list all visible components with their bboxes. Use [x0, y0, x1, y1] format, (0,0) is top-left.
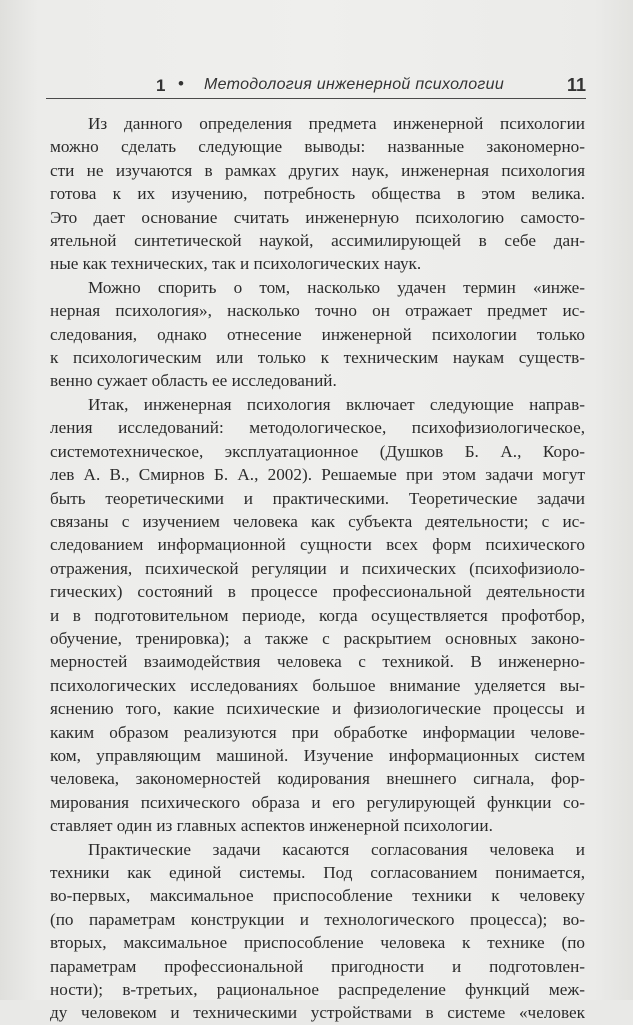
text-line: обучение, тренировка); а также с раскрытием основных законо-	[50, 628, 585, 648]
text-line: психологических исследованиях большое внимание уделяется вы-	[50, 675, 585, 695]
text-line: венно сужает область ее исследований.	[50, 371, 337, 391]
text-line: быть теоретическими и практическими. Теоретические задачи	[50, 488, 585, 508]
text-line: Это дает основание считать инженерную психологию самосто-	[50, 207, 585, 227]
text-line: (по параметрам конструкции и технологического процесса); во-	[50, 909, 585, 929]
text-line: нерная психология», насколько точно он отражает предмет ис-	[50, 301, 585, 321]
header-bullet: •	[178, 74, 184, 93]
text-line: и в подготовительном периоде, когда осуществляется профотбор,	[50, 605, 585, 625]
text-line: вторых, максимальное приспособление человека к технике (по	[50, 933, 585, 953]
text-line: яснению того, какие психические и физиологические процессы и	[50, 699, 585, 719]
text-line: сти не изучаются в рамках других наук, инженерная психология	[50, 160, 585, 180]
text-line: Практические задачи касаются согласования человека и	[88, 839, 585, 859]
page-number: 11	[566, 75, 586, 95]
text-line: каким образом реализуются при обработке информации челове-	[50, 722, 585, 742]
text-line: ные как технических, так и психологических наук.	[50, 254, 422, 274]
text-line: следования, однако отнесение инженерной психологии только	[50, 324, 585, 344]
text-line: готова к их изучению, потребность общества в этом велика.	[50, 184, 585, 204]
text-line: отражения, психической регуляции и психических (психофизиоло-	[50, 558, 585, 578]
chapter-number: 1	[156, 76, 166, 95]
text-line: ставляет один из главных аспектов инженерной психологии.	[50, 816, 493, 836]
text-line: системотехническое, эксплуатационное (Душков Б. А., Коро-	[50, 441, 585, 461]
text-line: ком, управляющим машиной. Изучение информационных систем	[50, 745, 585, 765]
text-line: следованием информационной сущности всех форм психического	[50, 535, 585, 555]
text-line: лев А. В., Смирнов Б. А., 2002). Решаемые при этом задачи могут	[50, 465, 585, 485]
text-line: ду человеком и техническими устройствами в системе «человек	[50, 1003, 585, 1023]
text-line: параметрам профессиональной пригодности и подготовлен-	[50, 956, 585, 976]
text-line: мирования психического образа и его регулирующей функции со-	[50, 792, 585, 812]
text-line: к психологическим или только к техническим наукам существ-	[50, 348, 585, 368]
text-line: ления исследований: методологическое, психофизиологическое,	[50, 418, 585, 438]
text-line: техники как единой системы. Под согласованием понимается,	[50, 863, 585, 882]
text-line: Можно спорить о том, насколько удачен термин «инже-	[88, 277, 585, 297]
text-line: Из данного определения предмета инженерной психологии	[88, 114, 585, 133]
text-line: гических) состояний в процессе профессиональной деятельности	[50, 582, 585, 602]
text-line: во-первых, максимальное приспособление техники к человеку	[50, 886, 585, 906]
text-line: связаны с изучением человека как субъекта деятельности; с ис-	[50, 511, 585, 531]
page-body	[50, 112, 585, 1025]
text-line: ятельной синтетической наукой, ассимилирующей в себе дан-	[50, 231, 585, 251]
text-line: Итак, инженерная психология включает следующие направ-	[88, 394, 585, 414]
text-line: можно сделать следующие выводы: названные закономерно-	[50, 137, 585, 157]
text-line: ности); в-третьих, рациональное распределение функций меж-	[50, 980, 585, 1000]
header-rule	[46, 98, 586, 99]
chapter-title: Методология инженерной психологии	[204, 76, 505, 93]
running-header	[46, 74, 586, 104]
text-line: человека, закономерностей кодирования внешнего сигнала, фор-	[50, 769, 585, 789]
text-line: мерностей взаимодействия человека с техникой. В инженерно-	[50, 652, 585, 672]
